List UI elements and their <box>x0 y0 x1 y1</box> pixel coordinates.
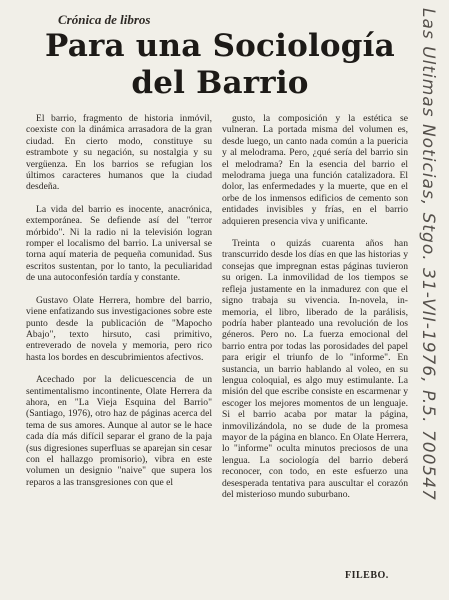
article-title: Para una Sociología del Barrio <box>45 28 395 101</box>
paragraph: El barrio, fragmento de historia inmóvil, coexiste con la dinámica arrasadora de la gran ciudad. En cierto modo, constituye su estrambote y su negación, su nostalgia y su vergüenza. En los barrios se refugian los últimos caracteres humanos que la ciudad desdeña. <box>26 113 212 193</box>
paragraph: La vida del barrio es inocente, anacrónica, extemporánea. Se defiende así del "terror mórbido". Ni la radio ni la televisión logran romper el localismo del barrio. La universal se torna aquí materia de pequeña comunidad. Sus escritos sustentan, por lo tanto, la peculiaridad de una autoconfesión tardía y constante. <box>26 203 212 284</box>
paragraph: Treinta o quizás cuarenta años han transcurrido desde los días en que las historias y consejas que impregnan estas páginas tuvieron su origen. La inmovilidad de los tiempos se refleja justamente en la inmadurez con que el signo trabaja su vivencia. In-novela, in-memoria, el libro, liberado de la parálisis, podría haber planteado una revolución de los géneros. Pero no. La fuerza emocional del barrio entra por todas las porosidades del papel para erigir el triunfo de lo "informe". En sustancia, un barrio hablando al voleo, en su lengua coloquial, es algo muy estimulante. La misión del que escribe consiste en escarmenar y escoger los mejores momentos de un lenguaje. Si el barrio acaba por matar la página, inmovilizándola, no se dude de la promesa mayor de la página en blanco. En Olate Herrera, lo "informe" oculta minutos preciosos de una lengua. La sociología del barrio deberá reconocer, con todo, en este esfuerzo una desesperada tentativa para auscultar el corazón del misterioso mundo suburbano. <box>222 238 408 500</box>
left-column <box>26 113 212 499</box>
handwritten-annotation <box>418 8 448 598</box>
handwritten-note-text: Las Ultimas Noticias, Stgo. 31-VII-1976, P.5. 700547 <box>418 8 438 501</box>
author-signature: FILEBO. <box>345 570 389 581</box>
paragraph: Gustavo Olate Herrera, hombre del barrio, viene enfatizando sus investigaciones sobre este punto desde la publicación de "Mapocho Abajo", texto hirsuto, casi primitivo, entreverado de novela y memoria, pero rico hasta los bordes en descubrimientos afectivos. <box>26 294 212 363</box>
right-column <box>222 113 408 511</box>
section-label: Crónica de libros <box>58 12 151 27</box>
paragraph: Acechado por la delicuescencia de un sentimentalismo incontinente, Olate Herrera da ahora, en "La Vieja Esquina del Barrio" (Santiago, 1976), otro haz de páginas acerca del tema de sus amores. Aunque al autor se le hace cada día más difícil separar el grano de la paja (sus digresiones superfluas se aparejan sin cesar con el hallazgo promisorio), vibra en este volumen un designio "naive" que supera los reparos a las transgresiones con que el <box>26 374 212 488</box>
paragraph: gusto, la composición y la estética se vulneran. La portada misma del volumen es, desde luego, un canto nada común a la puericia y al melodrama. Pero, ¿qué sería del barrio sin el melodrama? En la esencia del barrio el melodrama juega una función catalizadora. El dolor, las enfermedades y la muerte, que en el orbe de los inmensos edificios de cemento son entidades invisibles y frías, en el barrio adquieren presencia viva y unificante. <box>222 113 408 227</box>
